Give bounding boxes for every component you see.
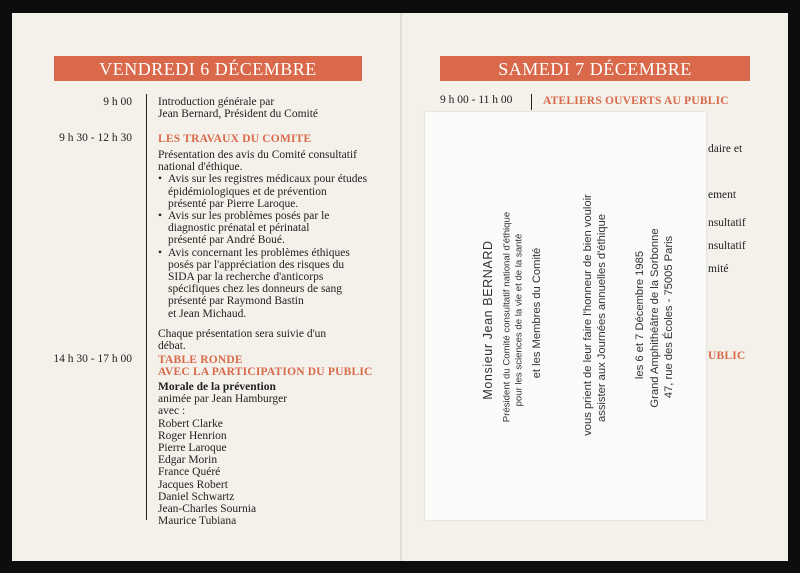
- center-fold: [400, 13, 402, 561]
- participant: Daniel Schwartz: [158, 490, 235, 503]
- participant: Maurice Tubiana: [158, 515, 237, 528]
- bullet-line: spécifiques chez les donneurs de sang: [168, 283, 343, 296]
- right-fragment-heading: UBLIC: [708, 350, 746, 362]
- slot3-time: 14 h 30 - 17 h 00: [53, 353, 132, 365]
- card-committee-members: et les Membres du Comité: [531, 247, 543, 379]
- slot1-line: Jean Bernard, Président du Comité: [158, 108, 319, 121]
- participant: Edgar Morin: [158, 454, 218, 467]
- slot2-body: [158, 149, 373, 352]
- card-addressee-name: Monsieur Jean BERNARD: [481, 240, 495, 400]
- bullet-line: présenté par Pierre Laroque.: [168, 197, 299, 210]
- card-addressee-title: Président du Comité consultatif national d'éthique: [501, 211, 513, 423]
- bullet-line: présenté par Raymond Bastin: [168, 295, 304, 308]
- right-fragment: mité: [708, 263, 729, 275]
- right-slot1-heading: ATELIERS OUVERTS AU PUBLIC: [543, 95, 729, 107]
- participant: Roger Henrion: [158, 429, 227, 442]
- participant: Robert Clarke: [158, 417, 223, 430]
- slot3-body: [158, 381, 287, 527]
- bullet-line: Avis sur les problèmes posés par le: [168, 210, 330, 223]
- participant: France Quéré: [158, 466, 221, 479]
- left-timeline-rule: [146, 94, 147, 520]
- slot3-heading: [158, 354, 373, 378]
- slot3-with: avec :: [158, 405, 186, 418]
- bullet-line: diagnostic prénatal et périnatal: [168, 222, 310, 235]
- bullet-registres: [158, 173, 373, 210]
- right-fragment: ement: [708, 189, 737, 201]
- slot3-heading-line: AVEC LA PARTICIPATION DU PUBLIC: [158, 366, 373, 378]
- slot3-subheading: Morale de la prévention: [158, 381, 276, 393]
- slot2-intro-line: Présentation des avis du Comité consultatif: [158, 149, 357, 161]
- card-invitation-line: vous prient de leur faire l'honneur de bien vouloir: [582, 194, 594, 436]
- card-event-venue: Grand Amphithéâtre de la Sorbonne: [649, 228, 661, 408]
- participant: Jacques Robert: [158, 478, 228, 491]
- bullet-prenatal: [158, 210, 373, 247]
- bullet-line: épidémiologiques et de prévention: [168, 185, 327, 198]
- right-timeline-rule: [531, 94, 532, 110]
- slot3-heading-line: TABLE RONDE: [158, 354, 243, 366]
- slot1-line: Introduction générale par: [158, 96, 275, 108]
- slot2-outro-line: débat.: [158, 340, 186, 353]
- slot1-text: [158, 96, 318, 120]
- slot2-intro-line: national d'éthique.: [158, 161, 243, 174]
- bullet-dot: •: [158, 246, 163, 259]
- slot2-time: 9 h 30 - 12 h 30: [59, 132, 132, 144]
- card-addressee-title-2: pour les sciences de la vie et de la santé: [513, 233, 525, 407]
- bullet-line: SIDA par la recherche d'anticorps: [168, 271, 324, 284]
- slot3-moderator: animée par Jean Hamburger: [158, 393, 288, 406]
- slot2-outro-line: Chaque présentation sera suivie d'un: [158, 327, 327, 340]
- bullet-line: Avis sur les registres médicaux pour études: [168, 173, 368, 186]
- card-event-dates: les 6 et 7 Décembre 1985: [634, 250, 646, 380]
- spacer: [158, 320, 373, 328]
- right-slot1-time: 9 h 00 - 11 h 00: [440, 94, 513, 106]
- slot1-time: 9 h 00: [103, 96, 132, 108]
- friday-banner: VENDREDI 6 DÉCEMBRE: [54, 56, 362, 81]
- bullet-dot: •: [158, 173, 163, 186]
- saturday-banner: SAMEDI 7 DÉCEMBRE: [440, 56, 750, 81]
- right-fragment: nsultatif: [708, 240, 746, 252]
- card-invitation-line-2: assister aux Journées annuelles d'éthique: [596, 214, 608, 422]
- bullet-line: posés par l'appréciation des risques du: [168, 258, 345, 271]
- participant: Pierre Laroque: [158, 442, 227, 455]
- bullet-line: Avis concernant les problèmes éthiques: [168, 246, 350, 259]
- bullet-dot: •: [158, 210, 163, 223]
- bullet-line: présenté par André Boué.: [168, 234, 285, 247]
- card-event-address: 47, rue des Écoles - 75005 Paris: [663, 235, 675, 399]
- slot2-heading: LES TRAVAUX DU COMITE: [158, 133, 312, 145]
- right-fragment: nsultatif: [708, 217, 746, 229]
- bullet-sida: [158, 247, 373, 320]
- right-fragment: daire et: [708, 143, 743, 155]
- bullet-line: et Jean Michaud.: [168, 307, 247, 320]
- participant: Jean-Charles Sournia: [158, 503, 257, 516]
